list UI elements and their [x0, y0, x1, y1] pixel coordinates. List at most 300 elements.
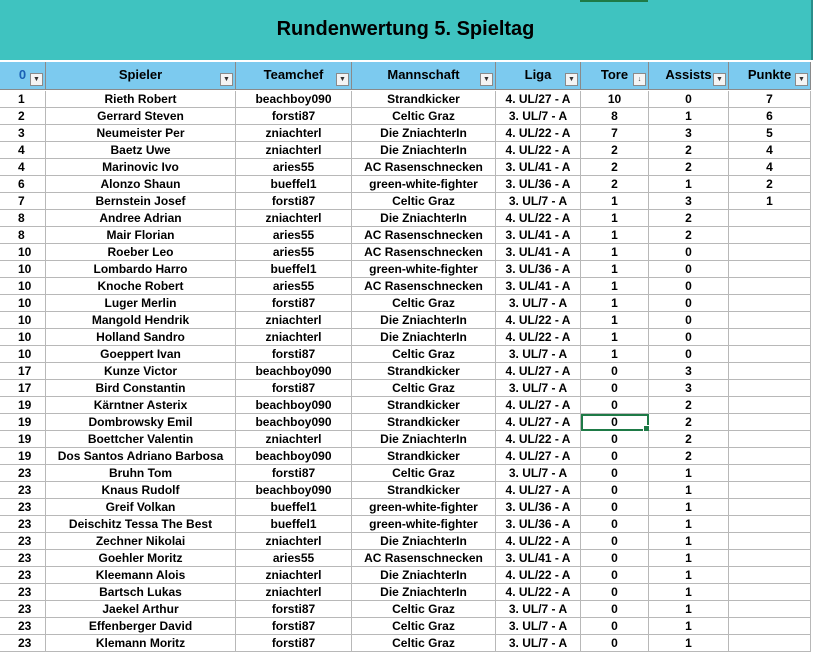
- cell-tore[interactable]: 0: [581, 431, 649, 448]
- cell-mannschaft[interactable]: Die ZniachterIn: [352, 567, 496, 584]
- cell-assists[interactable]: 3: [649, 363, 729, 380]
- cell-tore[interactable]: 1: [581, 210, 649, 227]
- title-bar: [0, 0, 813, 60]
- cell-teamchef[interactable]: bueffel1: [236, 261, 352, 278]
- cell-punkte[interactable]: [729, 312, 811, 329]
- cell-liga[interactable]: 3. UL/36 - A: [496, 261, 581, 278]
- cell-teamchef[interactable]: forsti87: [236, 380, 352, 397]
- cell-rank[interactable]: 10: [0, 346, 46, 363]
- cell-spieler[interactable]: Greif Volkan: [46, 499, 236, 516]
- cell-rank[interactable]: 3: [0, 125, 46, 142]
- cell-liga[interactable]: 3. UL/41 - A: [496, 159, 581, 176]
- cell-assists[interactable]: 1: [649, 601, 729, 618]
- cell-liga[interactable]: 4. UL/27 - A: [496, 363, 581, 380]
- cell-mannschaft[interactable]: Celtic Graz: [352, 635, 496, 652]
- cell-tore[interactable]: 0: [581, 499, 649, 516]
- cell-punkte[interactable]: [729, 482, 811, 499]
- cell-punkte[interactable]: [729, 363, 811, 380]
- table-row: [0, 363, 811, 380]
- cell-assists[interactable]: 2: [649, 414, 729, 431]
- cell-tore[interactable]: 0: [581, 448, 649, 465]
- cell-punkte[interactable]: 5: [729, 125, 811, 142]
- cell-punkte[interactable]: [729, 499, 811, 516]
- cell-spieler[interactable]: Knoche Robert: [46, 278, 236, 295]
- cell-spieler[interactable]: Kärntner Asterix: [46, 397, 236, 414]
- cell-punkte[interactable]: 1: [729, 193, 811, 210]
- cell-punkte[interactable]: [729, 516, 811, 533]
- cell-tore[interactable]: 8: [581, 108, 649, 125]
- cell-spieler[interactable]: Bruhn Tom: [46, 465, 236, 482]
- table-row: [0, 635, 811, 652]
- cell-assists[interactable]: 1: [649, 584, 729, 601]
- cell-assists[interactable]: 1: [649, 516, 729, 533]
- cell-spieler[interactable]: Luger Merlin: [46, 295, 236, 312]
- cell-teamchef[interactable]: bueffel1: [236, 516, 352, 533]
- filter-dropdown-icon[interactable]: ▼: [565, 73, 578, 86]
- cell-teamchef[interactable]: zniachterl: [236, 210, 352, 227]
- cell-rank[interactable]: 10: [0, 295, 46, 312]
- cell-liga[interactable]: 3. UL/7 - A: [496, 618, 581, 635]
- cell-spieler[interactable]: Marinovic Ivo: [46, 159, 236, 176]
- table-row: [0, 567, 811, 584]
- cell-rank[interactable]: 23: [0, 533, 46, 550]
- cell-teamchef[interactable]: zniachterl: [236, 312, 352, 329]
- cell-assists[interactable]: 1: [649, 533, 729, 550]
- cell-assists[interactable]: 1: [649, 635, 729, 652]
- table-row: [0, 414, 811, 431]
- cell-assists[interactable]: 1: [649, 482, 729, 499]
- cell-mannschaft[interactable]: AC Rasenschnecken: [352, 244, 496, 261]
- cell-teamchef[interactable]: bueffel1: [236, 176, 352, 193]
- cell-rank[interactable]: 10: [0, 278, 46, 295]
- cell-mannschaft[interactable]: Strandkicker: [352, 397, 496, 414]
- ranking-table: [0, 91, 811, 652]
- header-row: [0, 62, 811, 90]
- cell-tore[interactable]: 1: [581, 295, 649, 312]
- cell-tore[interactable]: 7: [581, 125, 649, 142]
- cell-rank[interactable]: 23: [0, 584, 46, 601]
- cell-teamchef[interactable]: beachboy090: [236, 414, 352, 431]
- cell-liga[interactable]: 4. UL/22 - A: [496, 329, 581, 346]
- cell-rank[interactable]: 10: [0, 244, 46, 261]
- cell-tore[interactable]: 2: [581, 176, 649, 193]
- cell-assists[interactable]: 0: [649, 312, 729, 329]
- cell-spieler[interactable]: Boettcher Valentin: [46, 431, 236, 448]
- filter-dropdown-icon[interactable]: ▼: [220, 73, 233, 86]
- header-liga[interactable]: [496, 62, 581, 90]
- cell-liga[interactable]: 3. UL/7 - A: [496, 601, 581, 618]
- cell-punkte[interactable]: [729, 261, 811, 278]
- cell-spieler[interactable]: Dombrowsky Emil: [46, 414, 236, 431]
- cell-spieler[interactable]: Mair Florian: [46, 227, 236, 244]
- header-punkte-label: Punkte: [747, 67, 792, 82]
- cell-liga[interactable]: 4. UL/22 - A: [496, 584, 581, 601]
- cell-assists[interactable]: 0: [649, 244, 729, 261]
- cell-assists[interactable]: 0: [649, 261, 729, 278]
- cell-assists[interactable]: 1: [649, 108, 729, 125]
- cell-punkte[interactable]: [729, 618, 811, 635]
- cell-punkte[interactable]: [729, 567, 811, 584]
- cell-liga[interactable]: 4. UL/27 - A: [496, 414, 581, 431]
- cell-liga[interactable]: 3. UL/36 - A: [496, 516, 581, 533]
- cell-spieler[interactable]: Bartsch Lukas: [46, 584, 236, 601]
- cell-liga[interactable]: 3. UL/36 - A: [496, 499, 581, 516]
- cell-liga[interactable]: 4. UL/27 - A: [496, 397, 581, 414]
- cell-teamchef[interactable]: zniachterl: [236, 142, 352, 159]
- cell-punkte[interactable]: [729, 414, 811, 431]
- cell-teamchef[interactable]: aries55: [236, 278, 352, 295]
- cell-rank[interactable]: 23: [0, 482, 46, 499]
- cell-assists[interactable]: 0: [649, 329, 729, 346]
- cell-punkte[interactable]: [729, 431, 811, 448]
- cell-tore[interactable]: 0: [581, 533, 649, 550]
- cell-assists[interactable]: 0: [649, 295, 729, 312]
- cell-punkte[interactable]: 4: [729, 159, 811, 176]
- table-row: [0, 533, 811, 550]
- cell-teamchef[interactable]: forsti87: [236, 601, 352, 618]
- cell-liga[interactable]: 4. UL/22 - A: [496, 567, 581, 584]
- cell-rank[interactable]: 23: [0, 516, 46, 533]
- selected-cell[interactable]: 0: [581, 414, 649, 431]
- cell-tore[interactable]: 0: [581, 618, 649, 635]
- cell-mannschaft[interactable]: green-white-fighter: [352, 516, 496, 533]
- cell-assists[interactable]: 2: [649, 159, 729, 176]
- cell-liga[interactable]: 4. UL/22 - A: [496, 312, 581, 329]
- cell-tore[interactable]: 1: [581, 244, 649, 261]
- cell-liga[interactable]: 3. UL/7 - A: [496, 108, 581, 125]
- cell-rank[interactable]: 8: [0, 210, 46, 227]
- cell-punkte[interactable]: [729, 550, 811, 567]
- cell-mannschaft[interactable]: Die ZniachterIn: [352, 431, 496, 448]
- cell-punkte[interactable]: [729, 533, 811, 550]
- cell-mannschaft[interactable]: Celtic Graz: [352, 108, 496, 125]
- cell-tore[interactable]: 0: [581, 601, 649, 618]
- cell-mannschaft[interactable]: Celtic Graz: [352, 465, 496, 482]
- header-tore-label: Tore: [600, 67, 629, 82]
- cell-spieler[interactable]: Goeppert Ivan: [46, 346, 236, 363]
- cell-mannschaft[interactable]: green-white-fighter: [352, 261, 496, 278]
- cell-assists[interactable]: 1: [649, 176, 729, 193]
- cell-liga[interactable]: 3. UL/7 - A: [496, 465, 581, 482]
- cell-mannschaft[interactable]: Strandkicker: [352, 448, 496, 465]
- cell-mannschaft[interactable]: Celtic Graz: [352, 346, 496, 363]
- cell-rank[interactable]: 10: [0, 261, 46, 278]
- cell-mannschaft[interactable]: AC Rasenschnecken: [352, 550, 496, 567]
- cell-punkte[interactable]: [729, 601, 811, 618]
- cell-liga[interactable]: 3. UL/41 - A: [496, 227, 581, 244]
- cell-teamchef[interactable]: aries55: [236, 550, 352, 567]
- cell-spieler[interactable]: Lombardo Harro: [46, 261, 236, 278]
- cell-teamchef[interactable]: forsti87: [236, 635, 352, 652]
- cell-teamchef[interactable]: zniachterl: [236, 567, 352, 584]
- cell-spieler[interactable]: Goehler Moritz: [46, 550, 236, 567]
- header-mannschaft[interactable]: [352, 62, 496, 90]
- cell-spieler[interactable]: Knaus Rudolf: [46, 482, 236, 499]
- cell-rank[interactable]: 23: [0, 635, 46, 652]
- cell-mannschaft[interactable]: Celtic Graz: [352, 193, 496, 210]
- cell-teamchef[interactable]: forsti87: [236, 346, 352, 363]
- cell-teamchef[interactable]: aries55: [236, 227, 352, 244]
- cell-teamchef[interactable]: forsti87: [236, 295, 352, 312]
- cell-liga[interactable]: 3. UL/7 - A: [496, 295, 581, 312]
- cell-spieler[interactable]: Baetz Uwe: [46, 142, 236, 159]
- cell-assists[interactable]: 0: [649, 91, 729, 108]
- cell-punkte[interactable]: [729, 278, 811, 295]
- cell-spieler[interactable]: Jaekel Arthur: [46, 601, 236, 618]
- cell-assists[interactable]: 1: [649, 567, 729, 584]
- cell-teamchef[interactable]: beachboy090: [236, 482, 352, 499]
- cell-tore[interactable]: 0: [581, 635, 649, 652]
- cell-assists[interactable]: 2: [649, 227, 729, 244]
- header-mannschaft-label: Mannschaft: [387, 67, 460, 82]
- cell-spieler[interactable]: Kunze Victor: [46, 363, 236, 380]
- cell-rank[interactable]: 23: [0, 550, 46, 567]
- cell-liga[interactable]: 4. UL/27 - A: [496, 448, 581, 465]
- cell-mannschaft[interactable]: green-white-fighter: [352, 176, 496, 193]
- cell-teamchef[interactable]: zniachterl: [236, 125, 352, 142]
- cell-liga[interactable]: 3. UL/7 - A: [496, 635, 581, 652]
- cell-punkte[interactable]: 2: [729, 176, 811, 193]
- cell-mannschaft[interactable]: AC Rasenschnecken: [352, 159, 496, 176]
- cell-punkte[interactable]: [729, 397, 811, 414]
- cell-tore[interactable]: 1: [581, 312, 649, 329]
- cell-liga[interactable]: 4. UL/22 - A: [496, 125, 581, 142]
- cell-tore[interactable]: 0: [581, 397, 649, 414]
- cell-punkte[interactable]: [729, 635, 811, 652]
- cell-teamchef[interactable]: beachboy090: [236, 448, 352, 465]
- cell-teamchef[interactable]: forsti87: [236, 618, 352, 635]
- sort-descending-icon[interactable]: ↓: [633, 73, 646, 86]
- cell-punkte[interactable]: [729, 380, 811, 397]
- table-row: [0, 380, 811, 397]
- cell-assists[interactable]: 1: [649, 550, 729, 567]
- cell-punkte[interactable]: [729, 346, 811, 363]
- cell-assists[interactable]: 2: [649, 210, 729, 227]
- cell-mannschaft[interactable]: Celtic Graz: [352, 295, 496, 312]
- cell-assists[interactable]: 0: [649, 346, 729, 363]
- cell-rank[interactable]: 1: [0, 91, 46, 108]
- cell-teamchef[interactable]: zniachterl: [236, 329, 352, 346]
- cell-spieler[interactable]: Roeber Leo: [46, 244, 236, 261]
- table-row: [0, 618, 811, 635]
- cell-tore[interactable]: 10: [581, 91, 649, 108]
- cell-teamchef[interactable]: aries55: [236, 244, 352, 261]
- cell-assists[interactable]: 3: [649, 125, 729, 142]
- cell-liga[interactable]: 3. UL/7 - A: [496, 346, 581, 363]
- cell-rank[interactable]: 23: [0, 618, 46, 635]
- cell-tore[interactable]: 1: [581, 227, 649, 244]
- cell-rank[interactable]: 19: [0, 448, 46, 465]
- cell-rank[interactable]: 23: [0, 601, 46, 618]
- cell-tore[interactable]: 1: [581, 329, 649, 346]
- cell-punkte[interactable]: [729, 210, 811, 227]
- cell-liga[interactable]: 3. UL/41 - A: [496, 244, 581, 261]
- cell-assists[interactable]: 1: [649, 499, 729, 516]
- cell-tore[interactable]: 0: [581, 380, 649, 397]
- cell-liga[interactable]: 4. UL/22 - A: [496, 142, 581, 159]
- cell-punkte[interactable]: [729, 295, 811, 312]
- cell-rank[interactable]: 7: [0, 193, 46, 210]
- cell-tore[interactable]: 0: [581, 567, 649, 584]
- cell-liga[interactable]: 4. UL/27 - A: [496, 482, 581, 499]
- cell-punkte[interactable]: [729, 329, 811, 346]
- cell-rank[interactable]: 10: [0, 312, 46, 329]
- cell-tore[interactable]: 2: [581, 159, 649, 176]
- cell-spieler[interactable]: Bernstein Josef: [46, 193, 236, 210]
- cell-assists[interactable]: 2: [649, 397, 729, 414]
- cell-mannschaft[interactable]: AC Rasenschnecken: [352, 227, 496, 244]
- cell-spieler[interactable]: Effenberger David: [46, 618, 236, 635]
- cell-mannschaft[interactable]: Celtic Graz: [352, 618, 496, 635]
- cell-spieler[interactable]: Mangold Hendrik: [46, 312, 236, 329]
- cell-liga[interactable]: 4. UL/22 - A: [496, 210, 581, 227]
- cell-liga[interactable]: 4. UL/22 - A: [496, 431, 581, 448]
- cell-rank[interactable]: 23: [0, 567, 46, 584]
- cell-spieler[interactable]: Dos Santos Adriano Barbosa: [46, 448, 236, 465]
- cell-punkte[interactable]: [729, 465, 811, 482]
- cell-rank[interactable]: 6: [0, 176, 46, 193]
- cell-teamchef[interactable]: zniachterl: [236, 584, 352, 601]
- cell-spieler[interactable]: Alonzo Shaun: [46, 176, 236, 193]
- cell-liga[interactable]: 4. UL/22 - A: [496, 533, 581, 550]
- cell-punkte[interactable]: 6: [729, 108, 811, 125]
- cell-liga[interactable]: 4. UL/27 - A: [496, 91, 581, 108]
- cell-rank[interactable]: 23: [0, 499, 46, 516]
- cell-tore[interactable]: 0: [581, 516, 649, 533]
- cell-spieler[interactable]: Rieth Robert: [46, 91, 236, 108]
- table-row: [0, 312, 811, 329]
- cell-tore[interactable]: 1: [581, 261, 649, 278]
- cell-rank[interactable]: 17: [0, 380, 46, 397]
- cell-mannschaft[interactable]: Die ZniachterIn: [352, 533, 496, 550]
- cell-spieler[interactable]: Holland Sandro: [46, 329, 236, 346]
- cell-spieler[interactable]: Bird Constantin: [46, 380, 236, 397]
- cell-rank[interactable]: 19: [0, 414, 46, 431]
- cell-liga[interactable]: 3. UL/7 - A: [496, 380, 581, 397]
- cell-tore[interactable]: 1: [581, 193, 649, 210]
- cell-mannschaft[interactable]: Die ZniachterIn: [352, 584, 496, 601]
- cell-mannschaft[interactable]: Die ZniachterIn: [352, 210, 496, 227]
- cell-rank[interactable]: 4: [0, 142, 46, 159]
- header-rank[interactable]: [0, 62, 46, 90]
- cell-teamchef[interactable]: beachboy090: [236, 91, 352, 108]
- cell-teamchef[interactable]: zniachterl: [236, 431, 352, 448]
- cell-punkte[interactable]: [729, 584, 811, 601]
- cell-assists[interactable]: 1: [649, 618, 729, 635]
- cell-tore[interactable]: 0: [581, 482, 649, 499]
- cell-mannschaft[interactable]: Celtic Graz: [352, 601, 496, 618]
- cell-assists[interactable]: 2: [649, 431, 729, 448]
- cell-teamchef[interactable]: zniachterl: [236, 533, 352, 550]
- cell-spieler[interactable]: Klemann Moritz: [46, 635, 236, 652]
- cell-punkte[interactable]: [729, 244, 811, 261]
- cell-mannschaft[interactable]: AC Rasenschnecken: [352, 278, 496, 295]
- cell-teamchef[interactable]: beachboy090: [236, 397, 352, 414]
- cell-liga[interactable]: 3. UL/41 - A: [496, 278, 581, 295]
- cell-tore[interactable]: 1: [581, 346, 649, 363]
- table-row: [0, 550, 811, 567]
- cell-spieler[interactable]: Zechner Nikolai: [46, 533, 236, 550]
- cell-spieler[interactable]: Andree Adrian: [46, 210, 236, 227]
- cell-mannschaft[interactable]: Die ZniachterIn: [352, 142, 496, 159]
- cell-rank[interactable]: 23: [0, 465, 46, 482]
- cell-liga[interactable]: 3. UL/36 - A: [496, 176, 581, 193]
- cell-spieler[interactable]: Gerrard Steven: [46, 108, 236, 125]
- cell-rank[interactable]: 19: [0, 397, 46, 414]
- cell-assists[interactable]: 3: [649, 380, 729, 397]
- header-teamchef-label: Teamchef: [263, 67, 324, 82]
- cell-mannschaft[interactable]: Strandkicker: [352, 414, 496, 431]
- cell-punkte[interactable]: [729, 227, 811, 244]
- cell-liga[interactable]: 3. UL/7 - A: [496, 193, 581, 210]
- cell-rank[interactable]: 4: [0, 159, 46, 176]
- cell-mannschaft[interactable]: Die ZniachterIn: [352, 125, 496, 142]
- cell-tore[interactable]: 1: [581, 278, 649, 295]
- cell-teamchef[interactable]: aries55: [236, 159, 352, 176]
- cell-tore[interactable]: 0: [581, 584, 649, 601]
- cell-tore[interactable]: 0: [581, 363, 649, 380]
- cell-assists[interactable]: 2: [649, 448, 729, 465]
- cell-punkte[interactable]: 7: [729, 91, 811, 108]
- cell-assists[interactable]: 0: [649, 278, 729, 295]
- cell-mannschaft[interactable]: Strandkicker: [352, 363, 496, 380]
- table-row: [0, 431, 811, 448]
- header-punkte[interactable]: [729, 62, 811, 90]
- cell-mannschaft[interactable]: green-white-fighter: [352, 499, 496, 516]
- cell-spieler[interactable]: Neumeister Per: [46, 125, 236, 142]
- cell-rank[interactable]: 17: [0, 363, 46, 380]
- cell-spieler[interactable]: Deischitz Tessa The Best: [46, 516, 236, 533]
- cell-tore[interactable]: 0: [581, 550, 649, 567]
- cell-teamchef[interactable]: beachboy090: [236, 363, 352, 380]
- cell-mannschaft[interactable]: Die ZniachterIn: [352, 329, 496, 346]
- cell-rank[interactable]: 2: [0, 108, 46, 125]
- cell-liga[interactable]: 3. UL/41 - A: [496, 550, 581, 567]
- filter-dropdown-icon[interactable]: ▼: [30, 73, 43, 86]
- header-rank-label: 0: [18, 67, 27, 82]
- cell-teamchef[interactable]: forsti87: [236, 465, 352, 482]
- cell-teamchef[interactable]: bueffel1: [236, 499, 352, 516]
- cell-rank[interactable]: 8: [0, 227, 46, 244]
- cell-assists[interactable]: 1: [649, 465, 729, 482]
- header-teamchef[interactable]: [236, 62, 352, 90]
- cell-teamchef[interactable]: forsti87: [236, 108, 352, 125]
- header-spieler[interactable]: [46, 62, 236, 90]
- cell-teamchef[interactable]: forsti87: [236, 193, 352, 210]
- table-row: [0, 142, 811, 159]
- cell-mannschaft[interactable]: Strandkicker: [352, 482, 496, 499]
- header-tore[interactable]: [581, 62, 649, 90]
- cell-tore[interactable]: 2: [581, 142, 649, 159]
- cell-mannschaft[interactable]: Strandkicker: [352, 91, 496, 108]
- cell-tore[interactable]: 0: [581, 465, 649, 482]
- cell-spieler[interactable]: Kleemann Alois: [46, 567, 236, 584]
- cell-mannschaft[interactable]: Die ZniachterIn: [352, 312, 496, 329]
- cell-punkte[interactable]: 4: [729, 142, 811, 159]
- filter-dropdown-icon[interactable]: ▼: [713, 73, 726, 86]
- cell-mannschaft[interactable]: Celtic Graz: [352, 380, 496, 397]
- header-assists[interactable]: [649, 62, 729, 90]
- cell-assists[interactable]: 2: [649, 142, 729, 159]
- cell-punkte[interactable]: [729, 448, 811, 465]
- filter-dropdown-icon[interactable]: ▼: [336, 73, 349, 86]
- filter-dropdown-icon[interactable]: ▼: [795, 73, 808, 86]
- cell-assists[interactable]: 3: [649, 193, 729, 210]
- filter-dropdown-icon[interactable]: ▼: [480, 73, 493, 86]
- header-assists-label: Assists: [665, 67, 712, 82]
- cell-rank[interactable]: 19: [0, 431, 46, 448]
- cell-rank[interactable]: 10: [0, 329, 46, 346]
